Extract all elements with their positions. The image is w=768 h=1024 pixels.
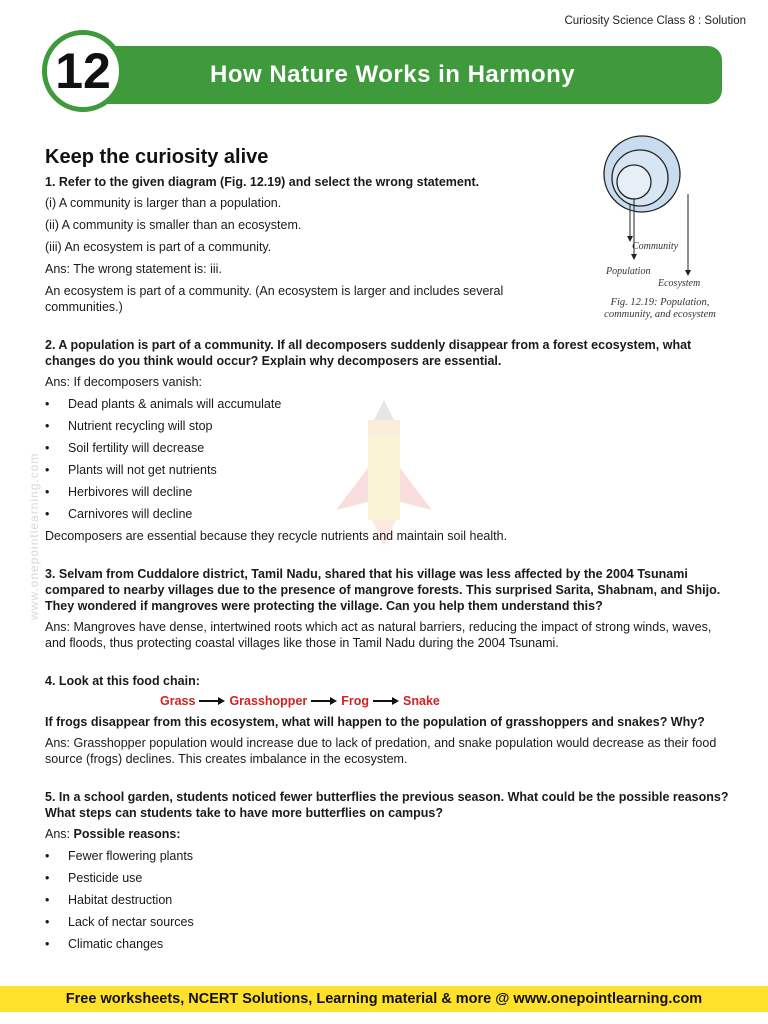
list-item: • Dead plants & animals will accumulate (45, 396, 735, 412)
list-item: • Herbivores will decline (45, 484, 735, 500)
content (45, 146, 735, 974)
list-item: • Plants will not get nutrients (45, 462, 735, 478)
list-item: • Fewer flowering plants (45, 848, 735, 864)
option-iii: (iii) An ecosystem is part of a community. (45, 240, 272, 254)
question-2 (45, 337, 735, 544)
answer-1: Ans: The wrong statement is: iii. (45, 262, 222, 276)
list-item: • Soil fertility will decrease (45, 440, 735, 456)
answer-5-heading: Possible reasons: (73, 827, 181, 841)
answer-4: Ans: Grasshopper population would increase due to lack of predation, and snake population would decrease as their food source (frogs) declines. This creates imbalance in the ecosystem. (45, 736, 717, 766)
section-title: Keep the curiosity alive (45, 146, 269, 168)
figure-caption: Fig. 12.19: Population, community, and ecosystem (604, 297, 716, 320)
chapter-banner (60, 46, 722, 104)
label-community: Community (632, 241, 679, 252)
list-item: • Pesticide use (45, 870, 735, 886)
list-item: • Habitat destruction (45, 892, 735, 908)
question-5 (45, 789, 735, 952)
label-population: Population (606, 266, 651, 277)
question-3 (45, 566, 735, 651)
question-5-text: 5. In a school garden, students noticed fewer butterflies the previous season. What could be the possible reasons? What steps can students take to have more butterflies on campus? (45, 790, 729, 820)
chapter-title: How Nature Works in Harmony (210, 61, 576, 88)
answer-2-intro: Ans: If decomposers vanish: (45, 375, 203, 389)
chain-grass: Grass (160, 694, 196, 708)
arrow-right-icon (373, 696, 399, 706)
chapter-number: 12 (55, 43, 111, 99)
question-1-text: 1. Refer to the given diagram (Fig. 12.19) and select the wrong statement. (45, 175, 480, 189)
explanation-1: An ecosystem is part of a community. (An ecosystem is larger and includes several communities.) (45, 284, 504, 314)
question-1 (45, 174, 525, 315)
side-watermark: www.onepointlearning.com (27, 452, 41, 620)
answer-3: Ans: Mangroves have dense, intertwined roots which act as natural barriers, reducing the impact of strong winds, waves, and floods, thus protecting coastal villages like those in Tamil Nadu during the 2004 Tsunami. (45, 620, 712, 650)
question-4 (45, 673, 735, 767)
answer-5-prefix: Ans: (45, 827, 74, 841)
list-item: • Nutrient recycling will stop (45, 418, 735, 434)
chain-frog: Frog (341, 694, 370, 708)
list-item: • Climatic changes (45, 936, 735, 952)
option-i: (i) A community is larger than a population. (45, 196, 282, 210)
list-item: • Lack of nectar sources (45, 914, 735, 930)
chapter-number-badge (42, 30, 124, 112)
option-ii: (ii) A community is smaller than an ecosystem. (45, 218, 302, 232)
food-chain (160, 694, 735, 708)
question-4-followup: If frogs disappear from this ecosystem, what will happen to the population of grasshoppers and snakes? Why? (45, 715, 705, 729)
list-item: • Carnivores will decline (45, 506, 735, 522)
answer-5-intro (45, 826, 735, 842)
decomposer-effects-list (45, 396, 735, 522)
label-ecosystem: Ecosystem (658, 278, 701, 289)
chain-grasshopper: Grasshopper (229, 694, 308, 708)
page-reference: Curiosity Science Class 8 : Solution (564, 15, 746, 27)
question-3-text: 3. Selvam from Cuddalore district, Tamil Nadu, shared that his village was less affected by the 2004 Tsunami compared to nearby villages due to the presence of mangrove forests. This surprised Sarita, Shabnam, and Shijo. They wondered if mangroves were protecting the village. Can you help them understand this? (45, 567, 721, 613)
arrow-right-icon (311, 696, 337, 706)
conclusion-2: Decomposers are essential because they recycle nutrients and maintain soil health. (45, 529, 508, 543)
chain-snake: Snake (403, 694, 440, 708)
question-4-text: 4. Look at this food chain: (45, 674, 200, 688)
footer-banner: Free worksheets, NCERT Solutions, Learning material & more @ www.onepointlearning.com (0, 986, 768, 1012)
butterfly-reasons-list (45, 848, 735, 952)
question-2-text: 2. A population is part of a community. If all decomposers suddenly disappear from a forest ecosystem, what changes do you think would occur? Explain why decomposers are essential. (45, 338, 692, 368)
arrow-right-icon (199, 696, 225, 706)
